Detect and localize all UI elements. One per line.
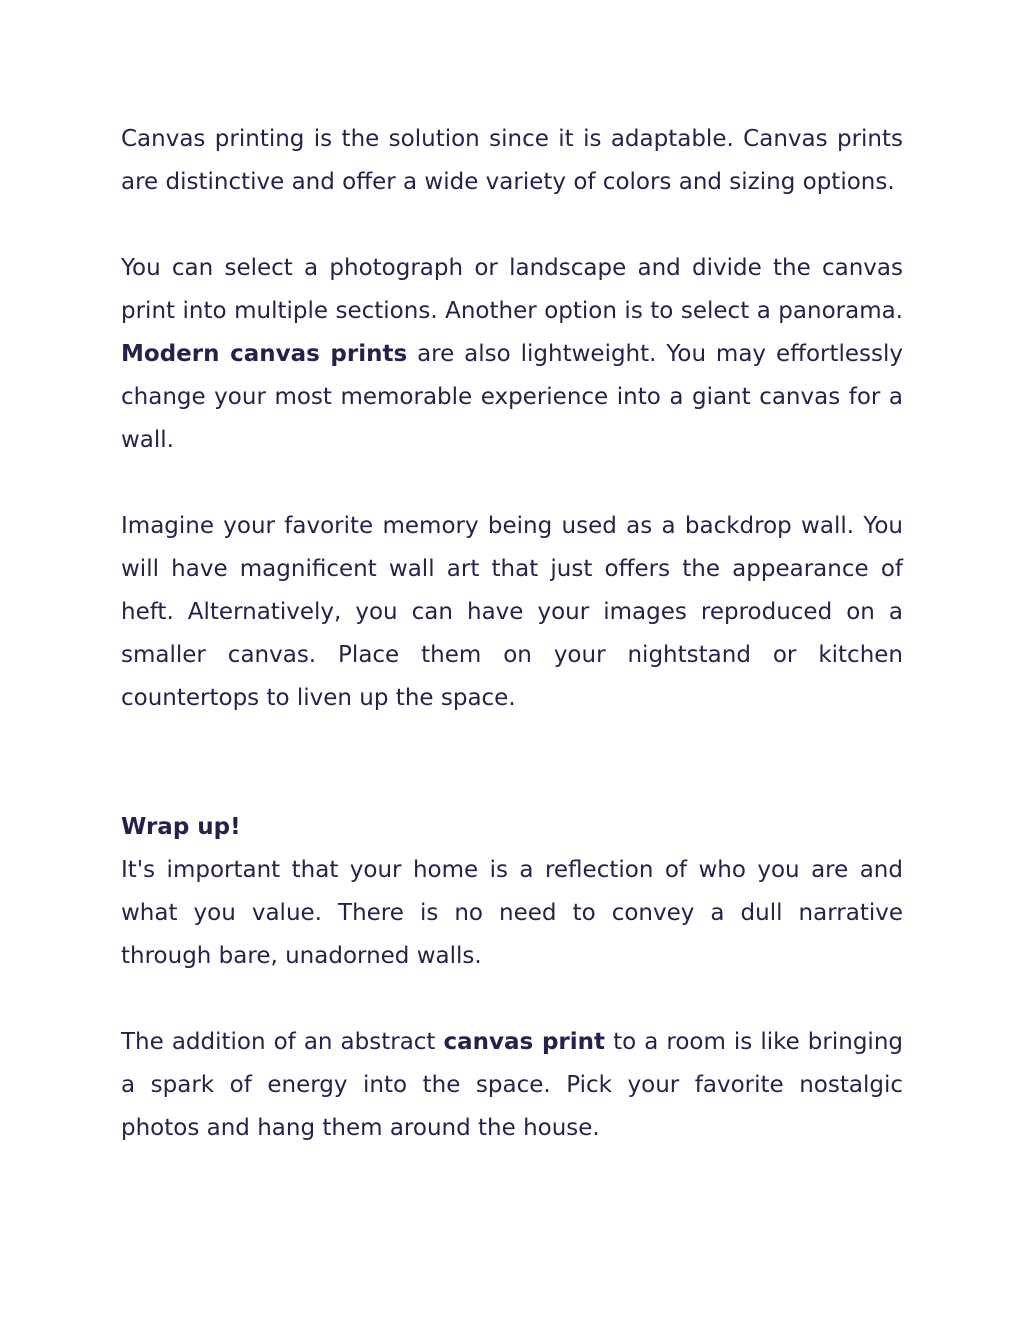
paragraph-abstract-canvas (121, 1021, 903, 1150)
modern-canvas-prints-link[interactable]: Modern canvas prints (121, 341, 408, 367)
paragraph-spacer (121, 204, 903, 247)
paragraph-text: are also lightweight. You may effortlessly change your most memorable experience into a giant canvas for a wall. (121, 341, 903, 453)
paragraph-text: The addition of an abstract (121, 1029, 444, 1055)
paragraph-spacer (121, 462, 903, 505)
paragraph-text: to a room is like bringing a spark of energy into the space. Pick your favorite nostalgic photos and hang them around the house. (121, 1029, 903, 1141)
paragraph-home-reflection (121, 849, 903, 978)
paragraph-canvas-printing (121, 118, 903, 204)
paragraph-text: You can select a photograph or landscape and divide the canvas print into multiple sections. Another option is to select a panorama. (121, 255, 903, 324)
paragraph-imagine-memory (121, 505, 903, 720)
paragraph-text: Imagine your favorite memory being used as a backdrop wall. You will have magnificent wall art that just offers the appearance of heft. Alternatively, you can have your images reproduced on a smaller canvas. Place them on your nightstand or kitchen countertops to liven up the space. (121, 513, 903, 711)
section-spacer (121, 720, 903, 806)
paragraph-select-photograph (121, 247, 903, 462)
section-heading-wrap-up: Wrap up! (121, 814, 241, 840)
canvas-print-link[interactable]: canvas print (443, 1029, 606, 1055)
paragraph-spacer (121, 978, 903, 1021)
paragraph-text: Canvas printing is the solution since it is adaptable. Canvas prints are distinctive and offer a wide variety of colors and sizing options. (121, 126, 903, 195)
document-body (121, 118, 903, 1150)
paragraph-text: It's important that your home is a reflection of who you are and what you value. There is no need to convey a dull narrative through bare, unadorned walls. (121, 857, 903, 969)
